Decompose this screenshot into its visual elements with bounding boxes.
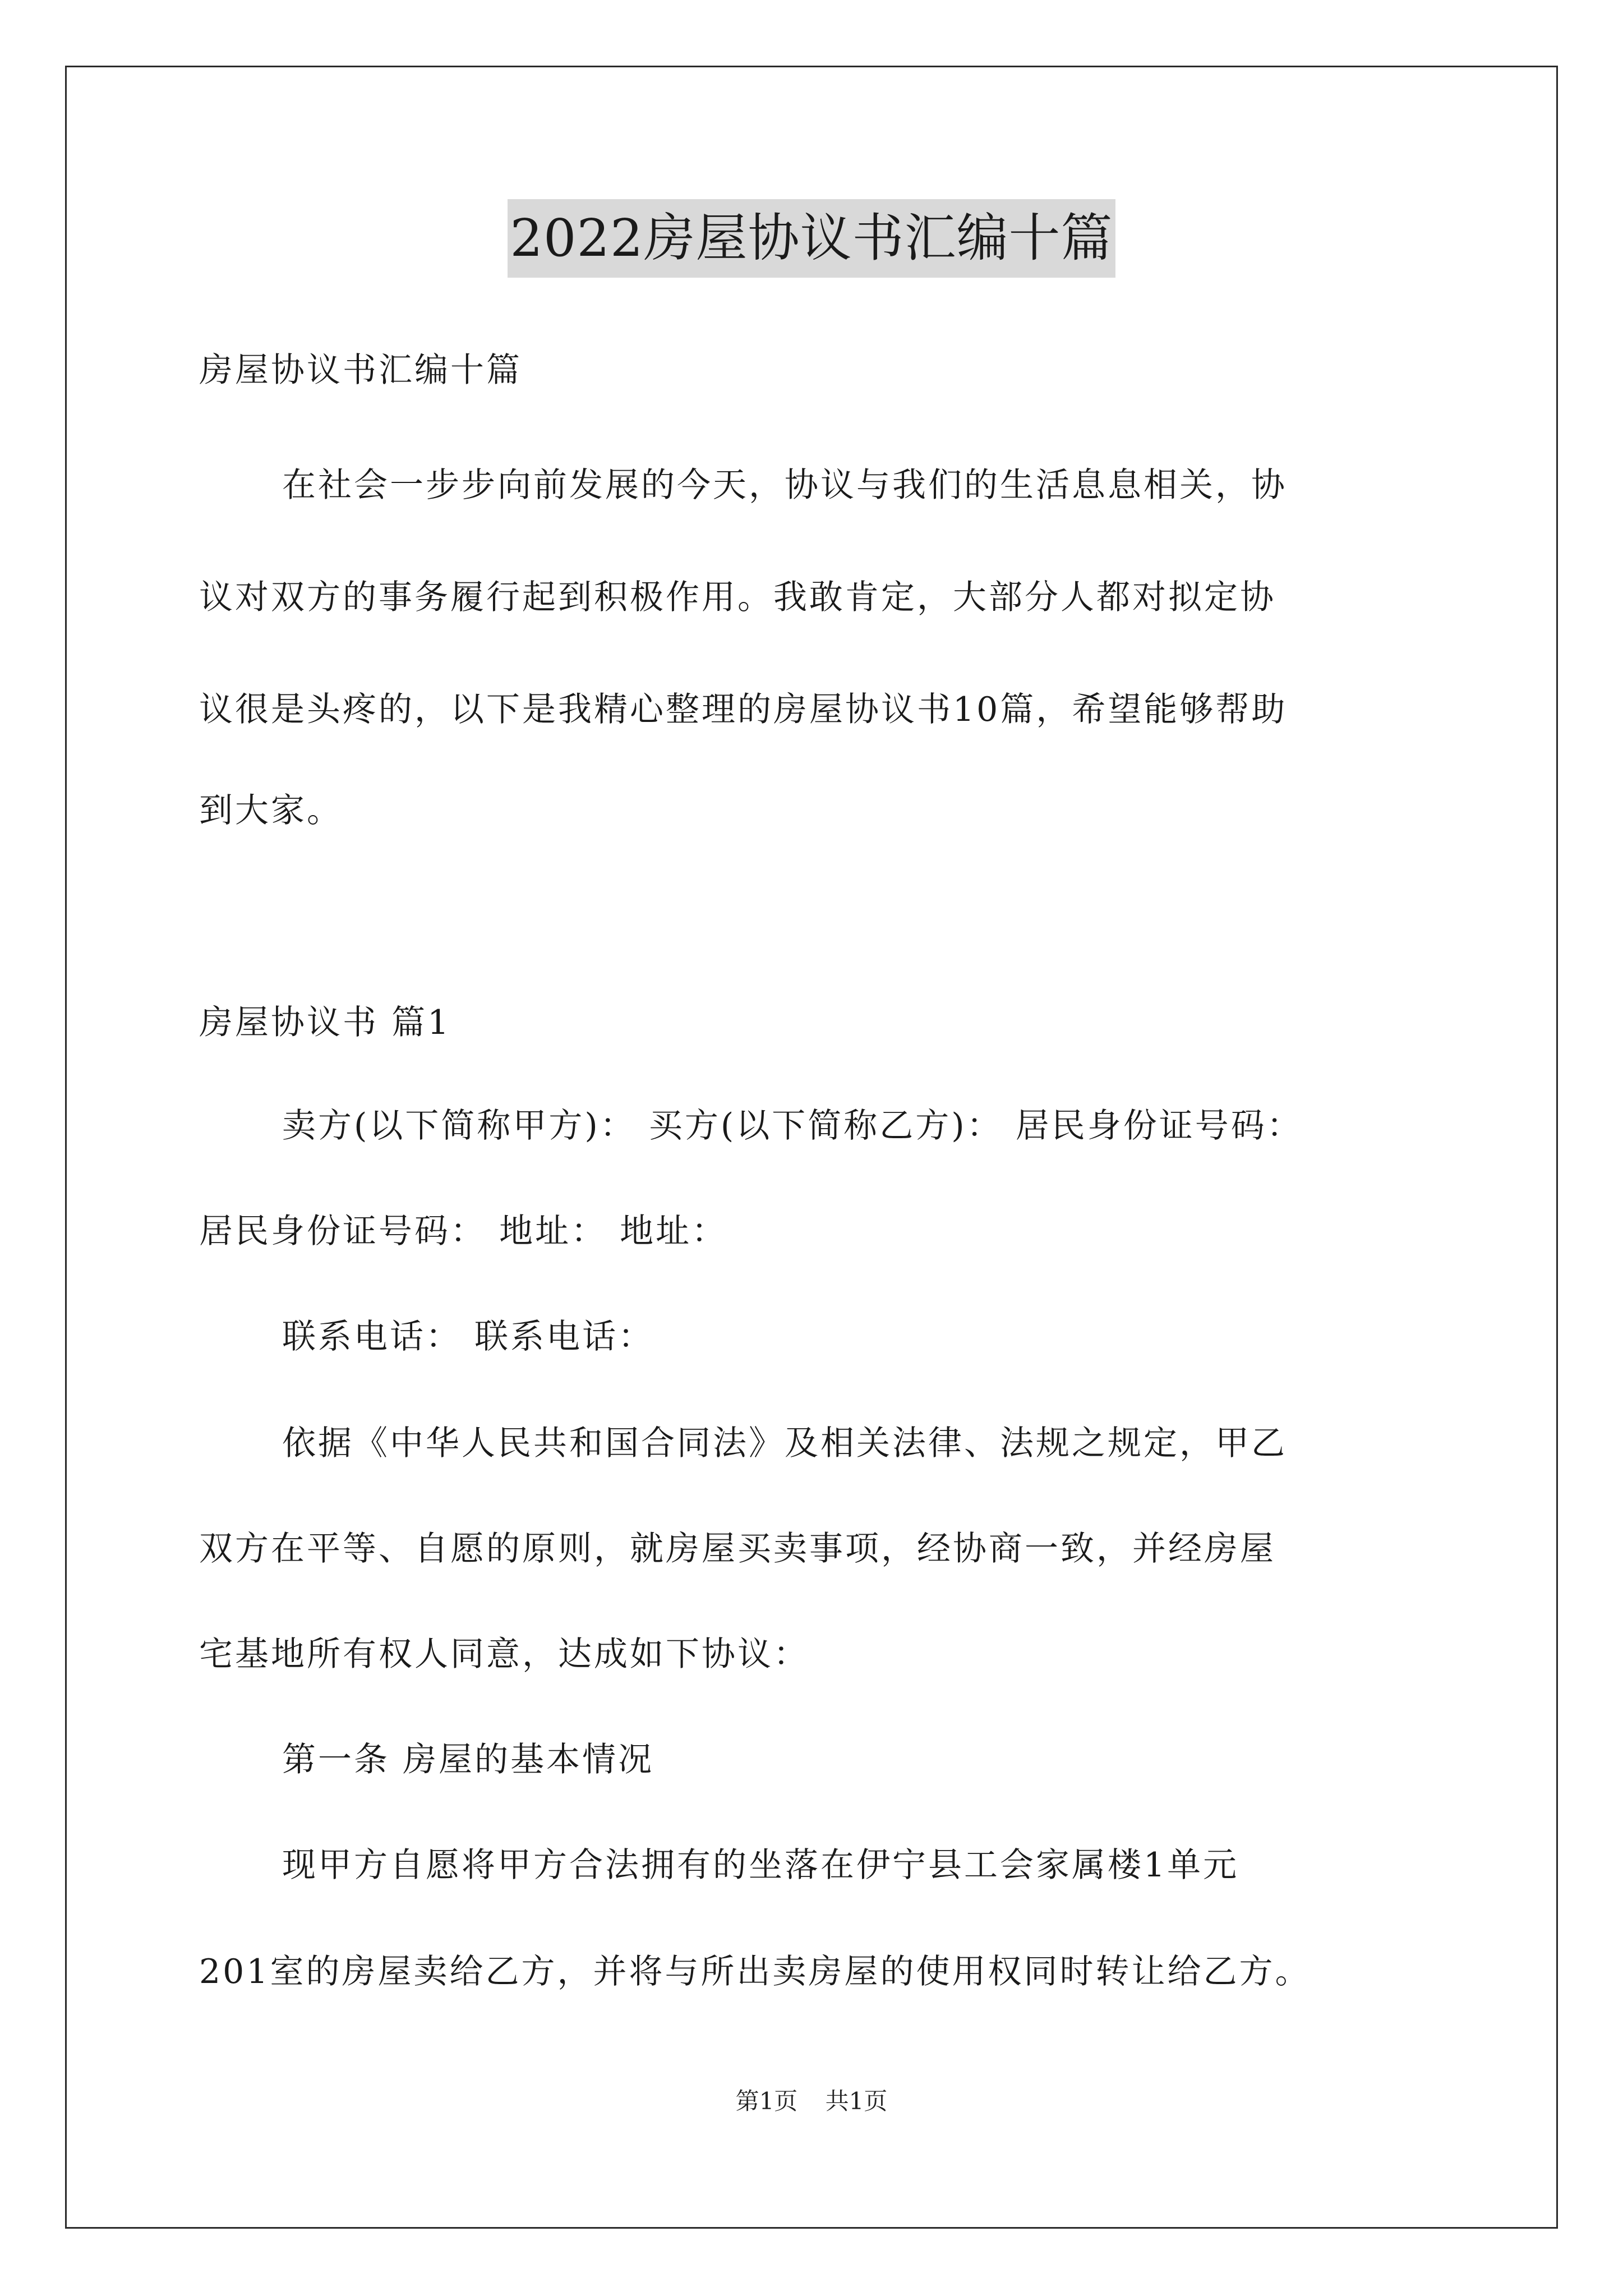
page-total: 共1页 [825, 2087, 888, 2115]
paragraph-line: 在社会一步步向前发展的今天，协议与我们的生活息息相关，协 [282, 466, 1287, 505]
paragraph-line: 201室的房屋卖给乙方，并将与所出卖房屋的使用权同时转让给乙方。 [199, 1952, 1311, 1991]
page-border [65, 66, 1558, 2229]
section-heading: 房屋协议书 篇1 [199, 1003, 451, 1042]
paragraph-line: 依据《中华人民共和国合同法》及相关法律、法规之规定，甲乙 [282, 1424, 1287, 1463]
page-footer [0, 2086, 1623, 2117]
title-container [0, 199, 1623, 278]
paragraph-line: 现甲方自愿将甲方合法拥有的坐落在伊宁县工会家属楼1单元 [282, 1846, 1239, 1885]
paragraph-line: 双方在平等、自愿的原则，就房屋买卖事项，经协商一致，并经房屋 [199, 1529, 1276, 1568]
paragraph-line: 卖方(以下简称甲方)： 买方(以下简称乙方)： 居民身份证号码： [282, 1106, 1303, 1145]
document-title: 2022房屋协议书汇编十篇 [508, 199, 1115, 278]
clause-heading: 第一条 房屋的基本情况 [282, 1740, 654, 1779]
paragraph-line: 到大家。 [199, 791, 343, 830]
paragraph-line: 居民身份证号码： 地址： 地址： [199, 1212, 728, 1251]
page-number: 第1页 [735, 2087, 798, 2115]
paragraph-line: 议很是头疼的，以下是我精心整理的房屋协议书10篇，希望能够帮助 [199, 690, 1288, 729]
paragraph-line: 联系电话： 联系电话： [282, 1317, 654, 1356]
subtitle-line: 房屋协议书汇编十篇 [199, 351, 522, 390]
paragraph-line: 宅基地所有权人同意，达成如下协议： [199, 1635, 809, 1674]
paragraph-line: 议对双方的事务履行起到积极作用。我敢肯定，大部分人都对拟定协 [199, 578, 1276, 617]
